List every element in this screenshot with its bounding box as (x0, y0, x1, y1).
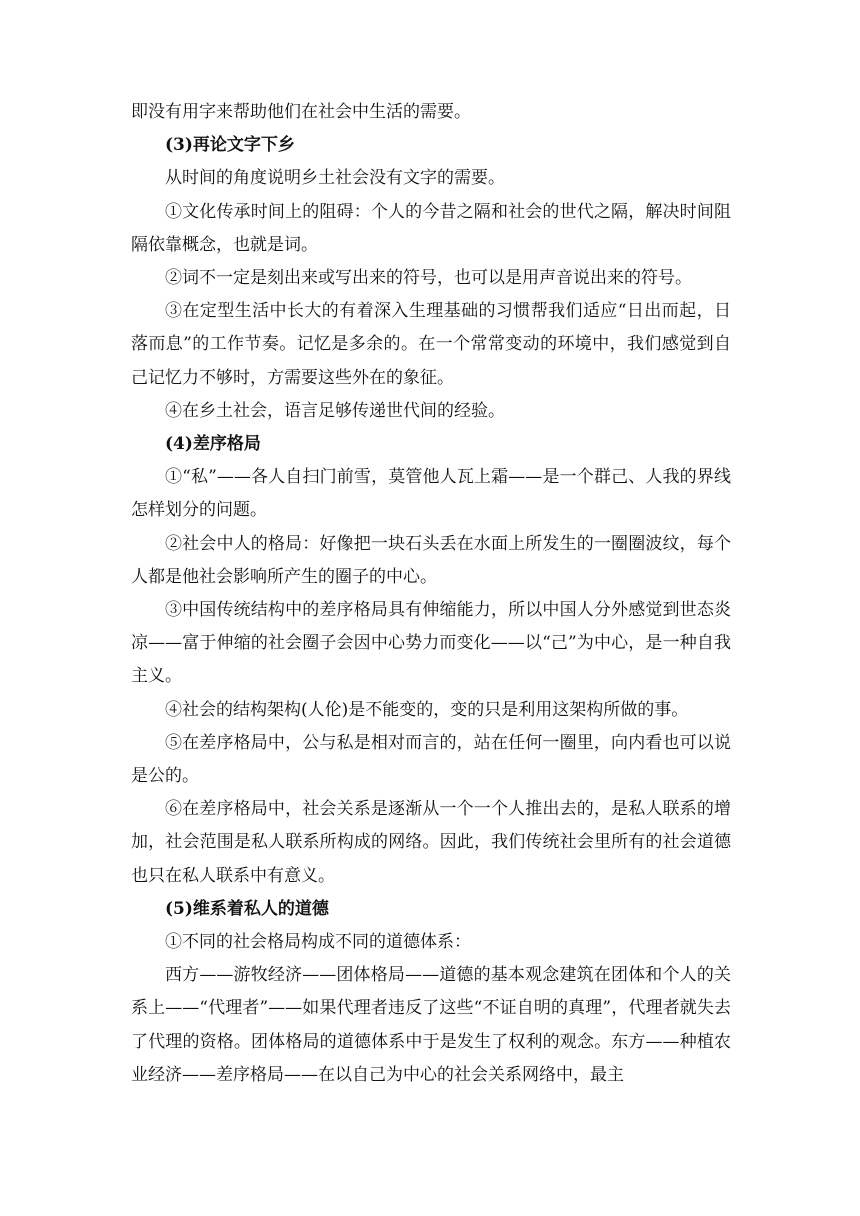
paragraph: ②社会中人的格局：好像把一块石头丢在水面上所发生的一圈圈波纹，每个人都是他社会影响所产生的圈子的中心。 (131, 533, 731, 587)
paragraph: ①文化传承时间上的阻碍：个人的今昔之隔和社会的世代之隔，解决时间阻隔依靠概念，也就是词。 (131, 201, 731, 255)
section-heading: (5)维系着私人的道德 (165, 898, 329, 919)
section-heading: (3)再论文字下乡 (165, 135, 295, 156)
paragraph: ③在定型生活中长大的有着深入生理基础的习惯帮我们适应“日出而起，日落而息”的工作节奏。记忆是多余的。在一个常常变动的环境中，我们感觉到自己记忆力不够时，方需要这些外在的象征。 (131, 301, 731, 388)
paragraph: ⑤在差序格局中，公与私是相对而言的，站在任何一圈里，向内看也可以说是公的。 (131, 732, 731, 787)
paragraph: 即没有用字来帮助他们在社会中生活的需要。 (131, 102, 471, 122)
paragraph: ①“私”——各人自扫门前雪，莫管他人瓦上霜——是一个群己、人我的界线怎样划分的问题。 (131, 467, 731, 521)
paragraph: ③中国传统结构中的差序格局具有伸缩能力，所以中国人分外感觉到世态炎凉——富于伸缩的社会圈子会因中心势力而变化——以“己”为中心，是一种自我主义。 (131, 600, 731, 687)
paragraph: ④在乡土社会，语言足够传递世代间的经验。 (165, 400, 505, 421)
paragraph: ⑥在差序格局中，社会关系是逐渐从一个一个人推出去的，是私人联系的增加，社会范围是私人联系所构成的网络。因此，我们传统社会里所有的社会道德也只在私人联系中有意义。 (131, 799, 731, 886)
paragraph: ④社会的结构架构(人伦)是不能变的，变的只是利用这架构所做的事。 (165, 699, 689, 720)
paragraph: 从时间的角度说明乡土社会没有文字的需要。 (165, 168, 505, 189)
section-heading: (4)差序格局 (165, 434, 261, 455)
paragraph: ①不同的社会格局构成不同的道德体系： (165, 932, 471, 953)
paragraph: ②词不一定是刻出来或写出来的符号，也可以是用声音说出来的符号。 (165, 268, 692, 289)
document-page (131, 96, 731, 1092)
paragraph: 西方——游牧经济——团体格局——道德的基本观念建筑在团体和个人的关系上——“代理者”——如果代理者违反了这些“不证自明的真理”，代理者就失去了代理的资格。团体格局的道德体系中于是发生了权利的观念。东方——种植农业经济——差序格局——在以自己为中心的社会关系网络中，最主 (131, 965, 731, 1085)
